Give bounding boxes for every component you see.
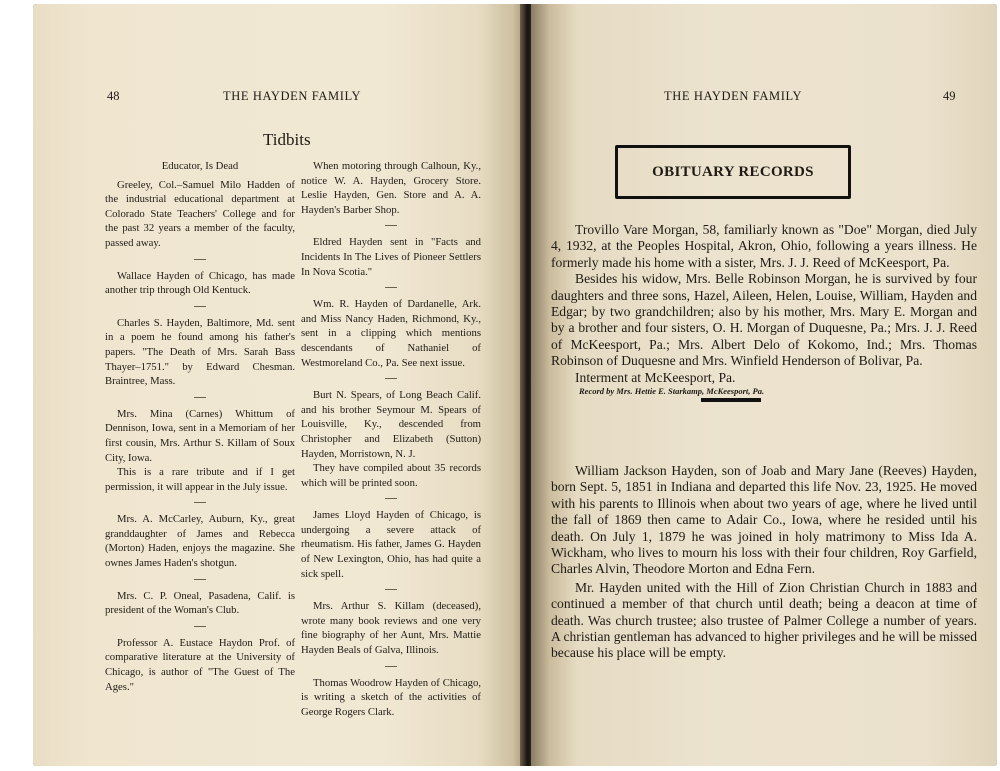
page-number-right: 49 [943, 89, 956, 103]
tidbit-item [105, 589, 295, 618]
right-page [531, 4, 997, 766]
tidbit-item [105, 636, 295, 694]
page-number-left: 48 [107, 89, 120, 103]
book-spread [33, 4, 997, 766]
divider [385, 378, 397, 379]
tidbit-text: Wm. R. Hayden of Dardanelle, Ark. and Miss Nancy Haden, Richmond, Ky., sent in a clipping which mentions descendants of Nathaniel of Westmoreland Co., Pa. See next issue. [301, 298, 481, 369]
obituary-hayden [551, 463, 977, 662]
tidbit-item [105, 512, 295, 570]
tidbit-item [301, 508, 481, 581]
tidbit-text: Mrs. C. P. Oneal, Pasadena, Calif. is president of the Woman's Club. [105, 589, 295, 617]
left-page [33, 4, 528, 766]
divider [194, 626, 206, 627]
tidbit-item [301, 159, 481, 217]
tidbit-item [301, 676, 481, 720]
tidbit-text: Wallace Hayden of Chicago, has made another trip through Old Kentuck. [105, 269, 295, 297]
tidbits-column-one [105, 159, 295, 702]
divider [385, 589, 397, 590]
divider [194, 502, 206, 503]
divider [194, 259, 206, 260]
tidbit-text: They have compiled about 35 records which will be printed soon. [301, 462, 481, 489]
obituary-records-box [615, 145, 851, 199]
separator-bar [701, 398, 761, 402]
tidbit-text: Charles S. Hayden, Baltimore, Md. sent in a poem he found among his father's papers. "The Death of Mrs. Sarah Bass Thayer–1751." by Edward Chesman. Braintree, Mass. [105, 316, 295, 388]
tidbit-text: Thomas Woodrow Hayden of Chicago, is writing a sketch of the activities of George Rogers Clark. [301, 676, 481, 718]
tidbit-item [301, 297, 481, 370]
tidbit-item [301, 388, 481, 490]
divider [194, 397, 206, 398]
tidbits-column-two [301, 159, 481, 727]
tidbit-text: Greeley, Col.–Samuel Milo Hadden of the industrial educational department at Colorado State Teachers' College and for the past 32 years a member of the faculty, passed away. [105, 178, 295, 249]
tidbit-text: Mrs. A. McCarley, Auburn, Ky., great granddaughter of James and Rebecca (Morton) Haden, enjoys the magazine. She ownes James Haden's shotgun. [105, 513, 295, 570]
tidbit-text: This is a rare tribute and if I get permission, it will appear in the July issue. [105, 466, 295, 493]
tidbit-text: Eldred Hayden sent in "Facts and Incidents In The Lives of Pioneer Settlers In Nova Scotia." [301, 236, 481, 278]
tidbit-item [105, 316, 295, 389]
running-head-right: THE HAYDEN FAMILY [664, 89, 803, 103]
tidbit-heading: Educator, Is Dead [161, 160, 239, 172]
divider [194, 579, 206, 580]
obituary-records-title: OBITUARY RECORDS [652, 163, 814, 180]
tidbit-text: When motoring through Calhoun, Ky., notice W. A. Hayden, Grocery Store. Leslie Hayden, Gen. Store and A. A. Hayden's Barber Shop. [301, 160, 481, 216]
tidbit-item [105, 407, 295, 495]
tidbit-text: James Lloyd Hayden of Chicago, is undergoing a severe attack of rheumatism. His father, James G. Hayden of New Lexington, Ohio, has had quite a sick spell. [301, 509, 481, 580]
tidbit-item [105, 269, 295, 298]
tidbit-item [105, 159, 295, 251]
tidbit-item [301, 599, 481, 657]
divider [385, 498, 397, 499]
obituary-credit: Record by Mrs. Hettie E. Starkamp, McKeesport, Pa. [579, 386, 765, 397]
obituary-morgan [551, 222, 977, 402]
divider [385, 287, 397, 288]
obituary-paragraph: Trovillo Vare Morgan, 58, familiarly known as "Doe" Morgan, died July 4, 1932, at the Peoples Hospital, Akron, Ohio, following a years illness. He formerly made his home with a sister, Mrs. J. J. Reed of McKeesport, Pa. [551, 222, 977, 270]
divider [385, 666, 397, 667]
obituary-paragraph: Interment at McKeesport, Pa. [575, 369, 736, 385]
tidbit-text: Burt N. Spears, of Long Beach Calif. and his brother Seymour M. Spears of Louisville, Ky., descended from Christopher and Elizabeth (Sutton) Hayden, Morristown, N. J. [301, 389, 481, 460]
obituary-paragraph: Besides his widow, Mrs. Belle Robinson Morgan, he is survived by four daughters and three sons, Hazel, Aileen, Helen, Louise, William, Hayden and Edgar; by two grandchildren; also by his mother, Mrs. Mary E. Morgan and by a brother and four sisters, O. H. Morgan of Duquesne, Pa.; Mrs. J. J. Reed of McKeesport, Pa.; Mrs. Albert Delo of Kokomo, Ind.; Mrs. Thomas Robinson of Duquesne and Mrs. Winfield Henderson of Bolivar, Pa. [551, 271, 977, 369]
tidbit-item [301, 235, 481, 279]
tidbits-title: Tidbits [263, 130, 311, 149]
running-head-left: THE HAYDEN FAMILY [223, 89, 362, 103]
divider [194, 306, 206, 307]
tidbit-text: Professor A. Eustace Haydon Prof. of comparative literature at the University of Chicago, is author of "The Guest of The Ages." [105, 636, 295, 693]
tidbit-text: Mrs. Mina (Carnes) Whittum of Dennison, Iowa, sent in a Memoriam of her first cousin, Mrs. Arthur S. Killam of Soux City, Iowa. [105, 407, 295, 464]
obituary-paragraph: William Jackson Hayden, son of Joab and Mary Jane (Reeves) Hayden, born Sept. 5, 1851 in Indiana and departed this life Nov. 23, 1925. He moved with his parents to Illinois when about two years of age, where he lived until the fall of 1869 then came to Adair Co., Iowa, where he resided until his death. On July 1, 1879 he was joined in holy matrimony to Miss Ida A. Wickham, who lives to mourn his loss with their four children, Roy Garfield, Charles Alvin, Theodore Morton and Edna Fern. [551, 463, 977, 577]
divider [385, 225, 397, 226]
tidbit-text: Mrs. Arthur S. Killam (deceased), wrote many book reviews and one very fine biography of her Aunt, Mrs. Mattie Hayden Beals of Galva, Illinois. [301, 600, 481, 657]
obituary-paragraph: Mr. Hayden united with the Hill of Zion Christian Church in 1883 and continued a member of that church until death; being a deacon at time of death. Was church trustee; also trustee of Palmer College a number of years. A christian gentleman has advanced to higher privileges and he will be missed because his place will be empty. [551, 579, 977, 661]
